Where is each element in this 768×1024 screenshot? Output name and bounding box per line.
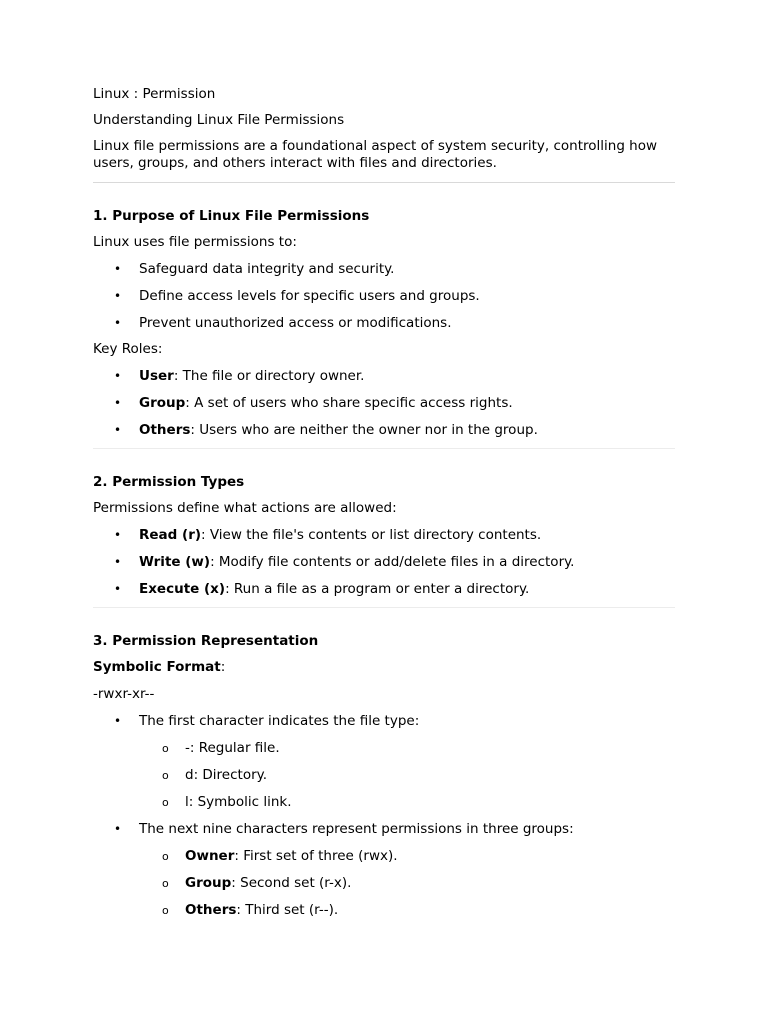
sub-list-item bbox=[139, 848, 675, 865]
divider bbox=[93, 607, 675, 608]
section-lead: Linux uses file permissions to: bbox=[93, 234, 297, 250]
term: Owner bbox=[185, 848, 235, 864]
term: User bbox=[139, 368, 174, 384]
bullet-icon: • bbox=[114, 423, 122, 437]
format-label bbox=[93, 659, 675, 676]
section-heading: 1. Purpose of Linux File Permissions bbox=[93, 208, 370, 224]
list-item bbox=[93, 554, 675, 571]
bullet-icon: • bbox=[114, 714, 122, 728]
sub-list-item bbox=[139, 875, 675, 892]
bullet-icon: • bbox=[114, 316, 122, 330]
list-item bbox=[93, 581, 675, 598]
term: Group bbox=[185, 875, 232, 891]
list-item-text: The first character indicates the file type: bbox=[139, 713, 420, 729]
term-desc: : Third set (r--). bbox=[236, 902, 339, 918]
document-page bbox=[93, 86, 675, 929]
roles-label: Key Roles: bbox=[93, 341, 163, 357]
sub-bullet-icon: o bbox=[162, 877, 169, 890]
list-item-text: Safeguard data integrity and security. bbox=[139, 261, 395, 277]
term-desc: : Second set (r-x). bbox=[231, 875, 352, 891]
list-item bbox=[93, 821, 675, 919]
doc-intro: Linux file permissions are a foundational aspect of system security, controlling how users, groups, and others interact with files and directories. bbox=[93, 138, 658, 171]
bullet-icon: • bbox=[114, 369, 122, 383]
doc-title: Linux : Permission bbox=[93, 86, 216, 102]
list-item bbox=[93, 527, 675, 544]
term: Others bbox=[185, 902, 237, 918]
format-example: -rwxr-xr-- bbox=[93, 686, 155, 702]
divider bbox=[93, 448, 675, 449]
list-item bbox=[93, 395, 675, 412]
sub-list-item-text: -: Regular file. bbox=[185, 740, 280, 756]
sub-list-item-text: d: Directory. bbox=[185, 767, 267, 783]
sub-bullet-icon: o bbox=[162, 796, 169, 809]
sub-list-item-text: l: Symbolic link. bbox=[185, 794, 292, 810]
roles-list bbox=[93, 368, 675, 439]
list-item bbox=[93, 368, 675, 385]
list-item-text: Prevent unauthorized access or modifications. bbox=[139, 315, 452, 331]
bullet-icon: • bbox=[114, 396, 122, 410]
bullet-icon: • bbox=[114, 262, 122, 276]
term: Write (w) bbox=[139, 554, 211, 570]
term: Read (r) bbox=[139, 527, 202, 543]
section-heading: 3. Permission Representation bbox=[93, 633, 319, 649]
sub-list-item bbox=[139, 740, 675, 757]
doc-subtitle: Understanding Linux File Permissions bbox=[93, 112, 345, 128]
term-desc: : The file or directory owner. bbox=[173, 368, 365, 384]
sub-bullet-icon: o bbox=[162, 769, 169, 782]
sub-list-item bbox=[139, 767, 675, 784]
format-colon: : bbox=[220, 659, 226, 675]
list-item bbox=[93, 315, 675, 332]
term-desc: : Users who are neither the owner nor in the group. bbox=[190, 422, 538, 438]
section-heading: 2. Permission Types bbox=[93, 474, 245, 490]
bullet-icon: • bbox=[114, 289, 122, 303]
bullet-icon: • bbox=[114, 822, 122, 836]
sub-list-item bbox=[139, 794, 675, 811]
list-item bbox=[93, 288, 675, 305]
bullet-icon: • bbox=[114, 582, 122, 596]
list-item bbox=[93, 713, 675, 811]
term-desc: : A set of users who share specific access rights. bbox=[185, 395, 513, 411]
term: Execute (x) bbox=[139, 581, 226, 597]
bullet-icon: • bbox=[114, 528, 122, 542]
term-desc: : Modify file contents or add/delete files in a directory. bbox=[210, 554, 575, 570]
term-desc: : View the file's contents or list directory contents. bbox=[201, 527, 542, 543]
bullet-icon: • bbox=[114, 555, 122, 569]
sub-list-item bbox=[139, 902, 675, 919]
section-lead: Permissions define what actions are allowed: bbox=[93, 500, 397, 516]
list-item-text: The next nine characters represent permissions in three groups: bbox=[139, 821, 574, 837]
term: Group bbox=[139, 395, 186, 411]
sub-bullet-icon: o bbox=[162, 904, 169, 917]
permission-group-list bbox=[139, 848, 675, 919]
format-label-text: Symbolic Format bbox=[93, 659, 221, 675]
purpose-list bbox=[93, 261, 675, 332]
term-desc: : First set of three (rwx). bbox=[234, 848, 398, 864]
list-item bbox=[93, 422, 675, 439]
sub-bullet-icon: o bbox=[162, 742, 169, 755]
term: Others bbox=[139, 422, 191, 438]
representation-list bbox=[93, 713, 675, 919]
divider bbox=[93, 182, 675, 183]
list-item-text: Define access levels for specific users and groups. bbox=[139, 288, 480, 304]
sub-bullet-icon: o bbox=[162, 850, 169, 863]
list-item bbox=[93, 261, 675, 278]
types-list bbox=[93, 527, 675, 598]
term-desc: : Run a file as a program or enter a directory. bbox=[225, 581, 530, 597]
file-type-list bbox=[139, 740, 675, 811]
